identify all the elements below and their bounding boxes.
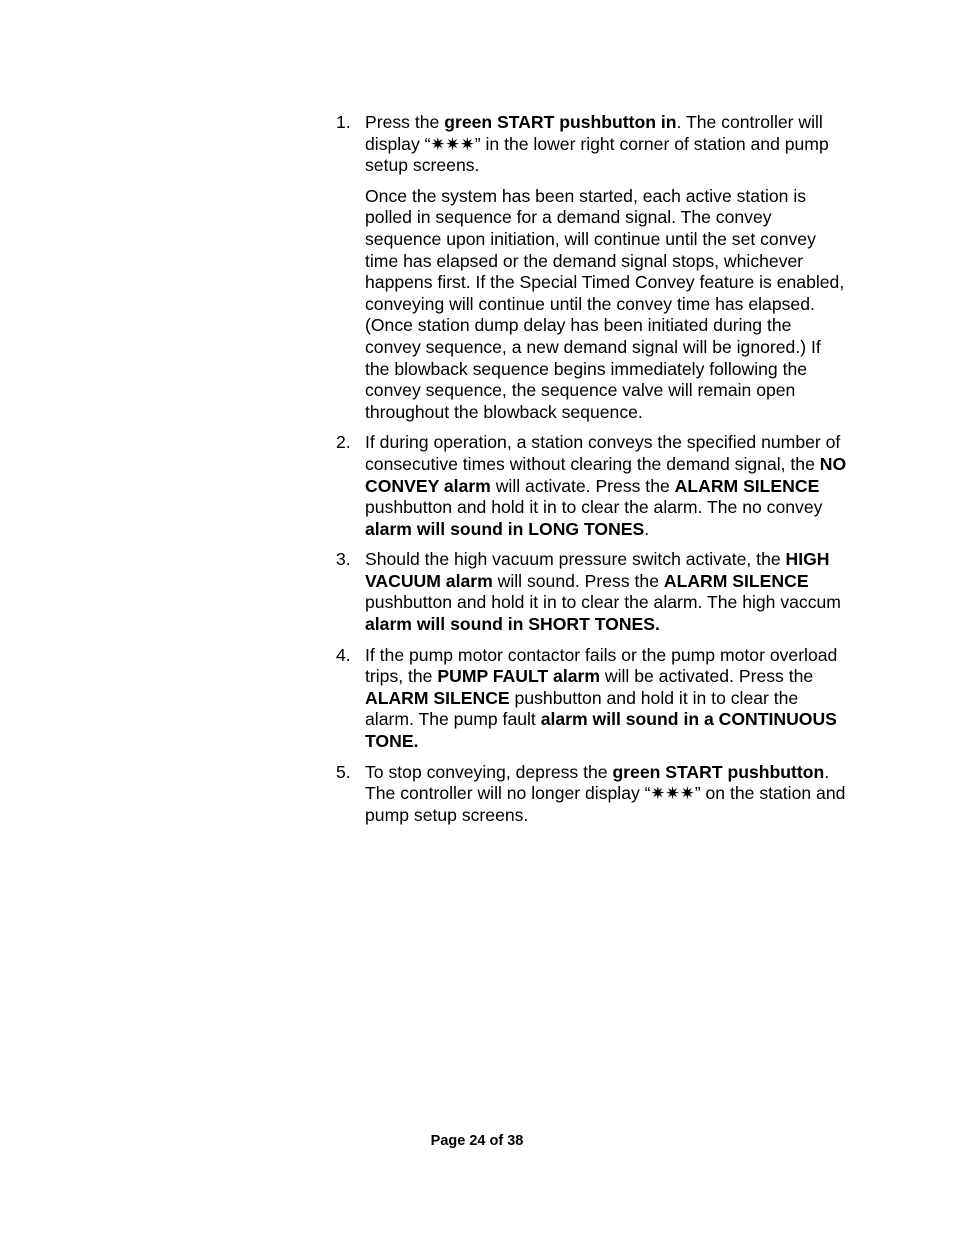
text-run: . The controller will display “✷✷✷” in the lower right corner of station and pump setup screens.	[365, 112, 829, 176]
text-run: To stop conveying, depress the	[365, 761, 613, 782]
list-item-number: 5.	[336, 761, 351, 782]
bold-text: ALARM SILENCE	[663, 570, 809, 591]
bold-text: green START pushbutton in	[444, 112, 677, 132]
list-item	[336, 762, 848, 827]
text-run: pushbutton and hold it in to clear the alarm. The pump fault	[365, 687, 799, 730]
text-run: Press the	[365, 112, 445, 132]
bold-text: HIGH VACUUM alarm	[365, 549, 830, 591]
text-run: .	[644, 518, 650, 539]
text-run: Once the system has been started, each active station is polled in sequence for a demand signal. The convey sequence upon initiation, will continue until the set convey time has elapsed or the demand signal stops, whichever happens first. If the Special Timed Convey feature is enabled, conveying will continue until the convey time has elapsed. (Once station dump delay has been initiated during the convey sequence, a new demand signal will be ignored.) If the blowback sequence begins immediately following the convey sequence, the sequence valve will remain open throughout the blowback sequence.	[365, 185, 845, 422]
list-item	[336, 645, 848, 753]
text-run: will be activated. Press the	[600, 666, 814, 687]
list-item-number: 1.	[336, 112, 351, 132]
instruction-list	[336, 112, 848, 835]
list-item-number: 3.	[336, 549, 351, 570]
list-item-paragraph	[365, 432, 848, 540]
bold-text: alarm will sound in SHORT TONES.	[365, 614, 660, 635]
text-run: pushbutton and hold it in to clear the alarm. The high vaccum	[365, 592, 841, 613]
list-item-paragraph	[365, 645, 848, 753]
list-item-paragraph	[365, 112, 848, 177]
text-run: will sound. Press the	[492, 570, 664, 591]
bold-text: PUMP FAULT alarm	[437, 666, 600, 687]
bold-text: alarm will sound in a CONTINUOUS TONE.	[365, 709, 837, 752]
list-item-number: 2.	[336, 432, 351, 453]
list-item	[336, 549, 848, 635]
text-run: . The controller will no longer display “✷✷✷” on the station and pump setup screens.	[365, 761, 846, 825]
list-item-number: 4.	[336, 644, 351, 665]
list-item	[336, 112, 848, 423]
list-item-paragraph	[365, 549, 848, 635]
bold-text: alarm will sound in LONG TONES	[365, 518, 645, 539]
bold-text: ALARM SILENCE	[674, 475, 820, 496]
text-run: will activate. Press the	[490, 475, 675, 496]
bold-text: NO CONVEY alarm	[365, 453, 847, 496]
list-item-paragraph	[365, 762, 848, 827]
list-item	[336, 432, 848, 540]
text-run: If during operation, a station conveys the specified number of consecutive times without clearing the demand signal, the	[365, 432, 841, 474]
text-run: Should the high vacuum pressure switch activate, the	[365, 549, 786, 570]
bold-text: green START pushbutton	[612, 761, 825, 782]
bold-text: ALARM SILENCE	[365, 687, 510, 708]
list-item-paragraph	[365, 186, 848, 424]
page-number: Page 24 of 38	[430, 1133, 524, 1149]
text-run: If the pump motor contactor fails or the pump motor overload trips, the	[365, 644, 838, 687]
text-run: pushbutton and hold it in to clear the alarm. The no convey	[365, 497, 823, 518]
